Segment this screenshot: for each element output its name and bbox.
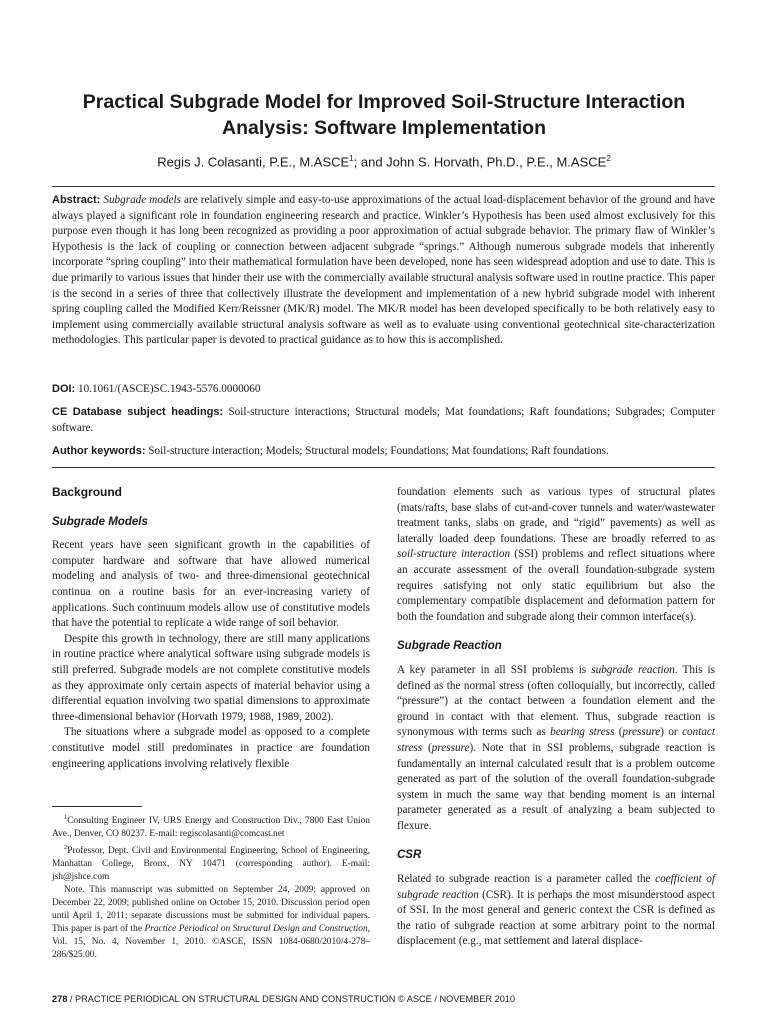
text-run: ( [422, 741, 432, 754]
author-keywords-value: Soil-structure interaction; Models; Structural models; Foundations; Mat foundations; Raft foundations. [148, 445, 609, 457]
text-run: A key parameter in all SSI problems is [397, 663, 592, 676]
emphasis: coefficient of subgrade reaction [397, 873, 715, 901]
text-run: . This is defined as the normal stress (often colloquially, but incorrectly, called “pressure”) at the contact between a foundation element and the ground in contact with that element. Thus, subgrade reaction is synonymous with terms such as [397, 663, 715, 739]
spacer [397, 625, 715, 639]
footnote-rule [52, 806, 142, 807]
footnote-1 [52, 811, 370, 841]
note-text: , Vol. 15, No. 4, November 1, 2010. ©ASCE, ISSN 1084-0680/2010/4-278–286/$25.00. [52, 924, 371, 961]
subject-headings [52, 405, 715, 436]
paragraph: The situations where a subgrade model as opposed to a complete constitutive model still predominates in practice are foundation engineering applications involving relatively flexible [52, 726, 370, 770]
note-text: Note. This manuscript was submitted on September 24, 2009; approved on December 22, 2009; published online on October 15, 2010. Discussion period open until April 1, 2011; separate discussions must be submitted for individual papers. This paper is part of the [52, 885, 370, 935]
paragraph [397, 663, 715, 835]
emphasis: pressure [622, 726, 661, 739]
author-1: Regis J. Colasanti, P.E., M.ASCE [157, 154, 350, 170]
author-keywords-label: Author keywords: [52, 445, 146, 457]
doi-label: DOI: [52, 383, 76, 395]
submission-note [52, 884, 370, 962]
footnote-text: Professor, Dept. Civil and Environmental Engineering, School of Engineering, Manhattan College, Bronx, NY 10471 (corresponding author). E-mail: jsh@jshce.com [52, 846, 370, 883]
author-line [40, 150, 728, 171]
footnote-text: Consulting Engineer IV, URS Energy and Construction Div., 7800 East Union Ave., Denver, CO 80237. E-mail: regiscolasanti@comcast.net [52, 816, 370, 840]
page-footer [52, 993, 715, 1005]
journal-name: Practice Periodical on Structural Design and Construction [144, 924, 368, 935]
paper-title: Practical Subgrade Model for Improved Soil-Structure Interaction Analysis: Software Implementation [82, 91, 686, 139]
paragraph: Recent years have seen significant growth in the capabilities of computer hardware and software that have allowed numerical modeling and analysis of two- and three-dimensional geotechnical continua on a routine basis for an ever-increasing variety of applications. Such continuum models allow use of constitutive models that have the potential to replicate a wide range of soil behavior. [52, 539, 370, 630]
left-column [52, 485, 370, 772]
text-run: (CSR). It is perhaps the most misunderstood aspect of SSI. In the most general and generic context the CSR is defined as the ratio of subgrade reaction at some arbitrary point to the normal displacement (e.g., mat settlement and lateral displace- [397, 888, 715, 948]
text-run: ( [614, 726, 623, 739]
abstract-bottom-rule [52, 467, 715, 468]
running-footer: / PRACTICE PERIODICAL ON STRUCTURAL DESIGN AND CONSTRUCTION © ASCE / NOVEMBER 2010 [67, 994, 516, 1004]
text-run: Related to subgrade reaction is a parameter called the [397, 873, 656, 886]
doi-value[interactable]: 10.1061/(ASCE)SC.1943-5576.0000060 [78, 383, 261, 395]
emphasis: soil-structure interaction [397, 548, 511, 561]
footnote-mark: 2 [64, 844, 68, 852]
subject-headings-value: Soil-structure interactions; Structural models; Mat foundations; Raft foundations; Subgrades; Computer software. [52, 406, 715, 434]
abstract-label: Abstract: [52, 194, 101, 206]
heading-subgrade-reaction: Subgrade Reaction [397, 640, 502, 653]
abstract-body: are relatively simple and easy-to-use approximations of the actual load-displacement behavior of the ground and have always played a significant role in foundation engineering research and practice. Winkler’s Hypothesis has been used almost exclusively for this purpose even though it has long been recognized as providing a poor approximation of actual subgrade behavior. The primary flaw of Winkler’s Hypothesis is the lack of coupling or connection between adjacent subgrade “springs.” Although numerous subgrade models that inherently incorporate “spring coupling” into their mathematical formulation have been developed, none has seen widespread adoption and use to date. This is due primarily to various issues that hinder their use with the commercially available structural analysis software used in routine practice. This paper is the second in a series of three that collectively illustrate the development and implementation of a new hybrid subgrade model with inherent spring coupling called the Modified Kerr/Reissner (MK/R) model. The MK/R model has been developed specifically to be both relatively easy to implement using commercially available structural analysis software as well as to evaluate using conventional geotechnical site-characterization methodologies. This particular paper is devoted to practical guidance as to how this is accomplished. [52, 194, 716, 347]
abstract-lead-term: Subgrade models [103, 194, 181, 206]
right-column [397, 485, 715, 950]
footnote-mark: 1 [64, 814, 68, 821]
paragraph [397, 872, 715, 950]
abstract-top-rule [52, 186, 715, 187]
heading-subgrade-models: Subgrade Models [52, 515, 148, 528]
text-run: foundation elements such as various types of structural plates (mats/rafts, base slabs of cut-and-cover tunnels and water/wastewater treatment tanks, slabs on grade, and “rigid” pavements) as well as laterally loaded deep foundations. These are broadly referred to as [397, 486, 715, 545]
spacer [397, 834, 715, 848]
footnote-2 [52, 841, 370, 884]
text-run: (SSI) problems and reflect situations where an accurate assessment of the overall foundation-subgrade system requires satisfying not only static equilibrium but also the complementary compatible displacement and deformation pattern for both the foundation and subgrade along their common interface(s). [397, 548, 715, 623]
heading-background: Background [52, 485, 123, 499]
text-run: ) or [660, 726, 683, 739]
emphasis: bearing stress [550, 726, 615, 739]
footnotes [52, 811, 370, 962]
author-separator: ; and [353, 154, 387, 170]
heading-csr: CSR [397, 849, 422, 862]
author-keywords [52, 444, 715, 460]
emphasis: subgrade reaction [591, 663, 675, 676]
subject-headings-label: CE Database subject headings: [52, 406, 224, 418]
paragraph: Despite this growth in technology, there are still many applications in routine practice where analytical software using subgrade models is still preferred. Subgrade models are not complete constitutive models as they approximate only certain aspects of material behavior using a differential equation involving two spatial dimensions to approximate three-dimensional behavior (Horvath 1979, 1988, 1989, 2002). [52, 632, 370, 723]
doi-line [52, 382, 715, 398]
emphasis: pressure [431, 741, 470, 754]
author-1-affiliation-mark: 1 [349, 154, 354, 163]
author-2: John S. Horvath, Ph.D., P.E., M.ASCE [386, 154, 607, 170]
paragraph [397, 485, 715, 625]
text-run: ). Note that in SSI problems, subgrade reaction is fundamentally an internal calculated result that is a problem outcome generated as part of the solution of the overall foundation-subgrade system in much the same way that bending moment is an internal parameter generated as a result of analyzing a beam subjected to flexure. [397, 741, 715, 832]
author-2-affiliation-mark: 2 [606, 154, 611, 163]
emphasis: contact stress [397, 726, 715, 754]
abstract [52, 193, 715, 349]
page-number: 278 [52, 994, 68, 1004]
